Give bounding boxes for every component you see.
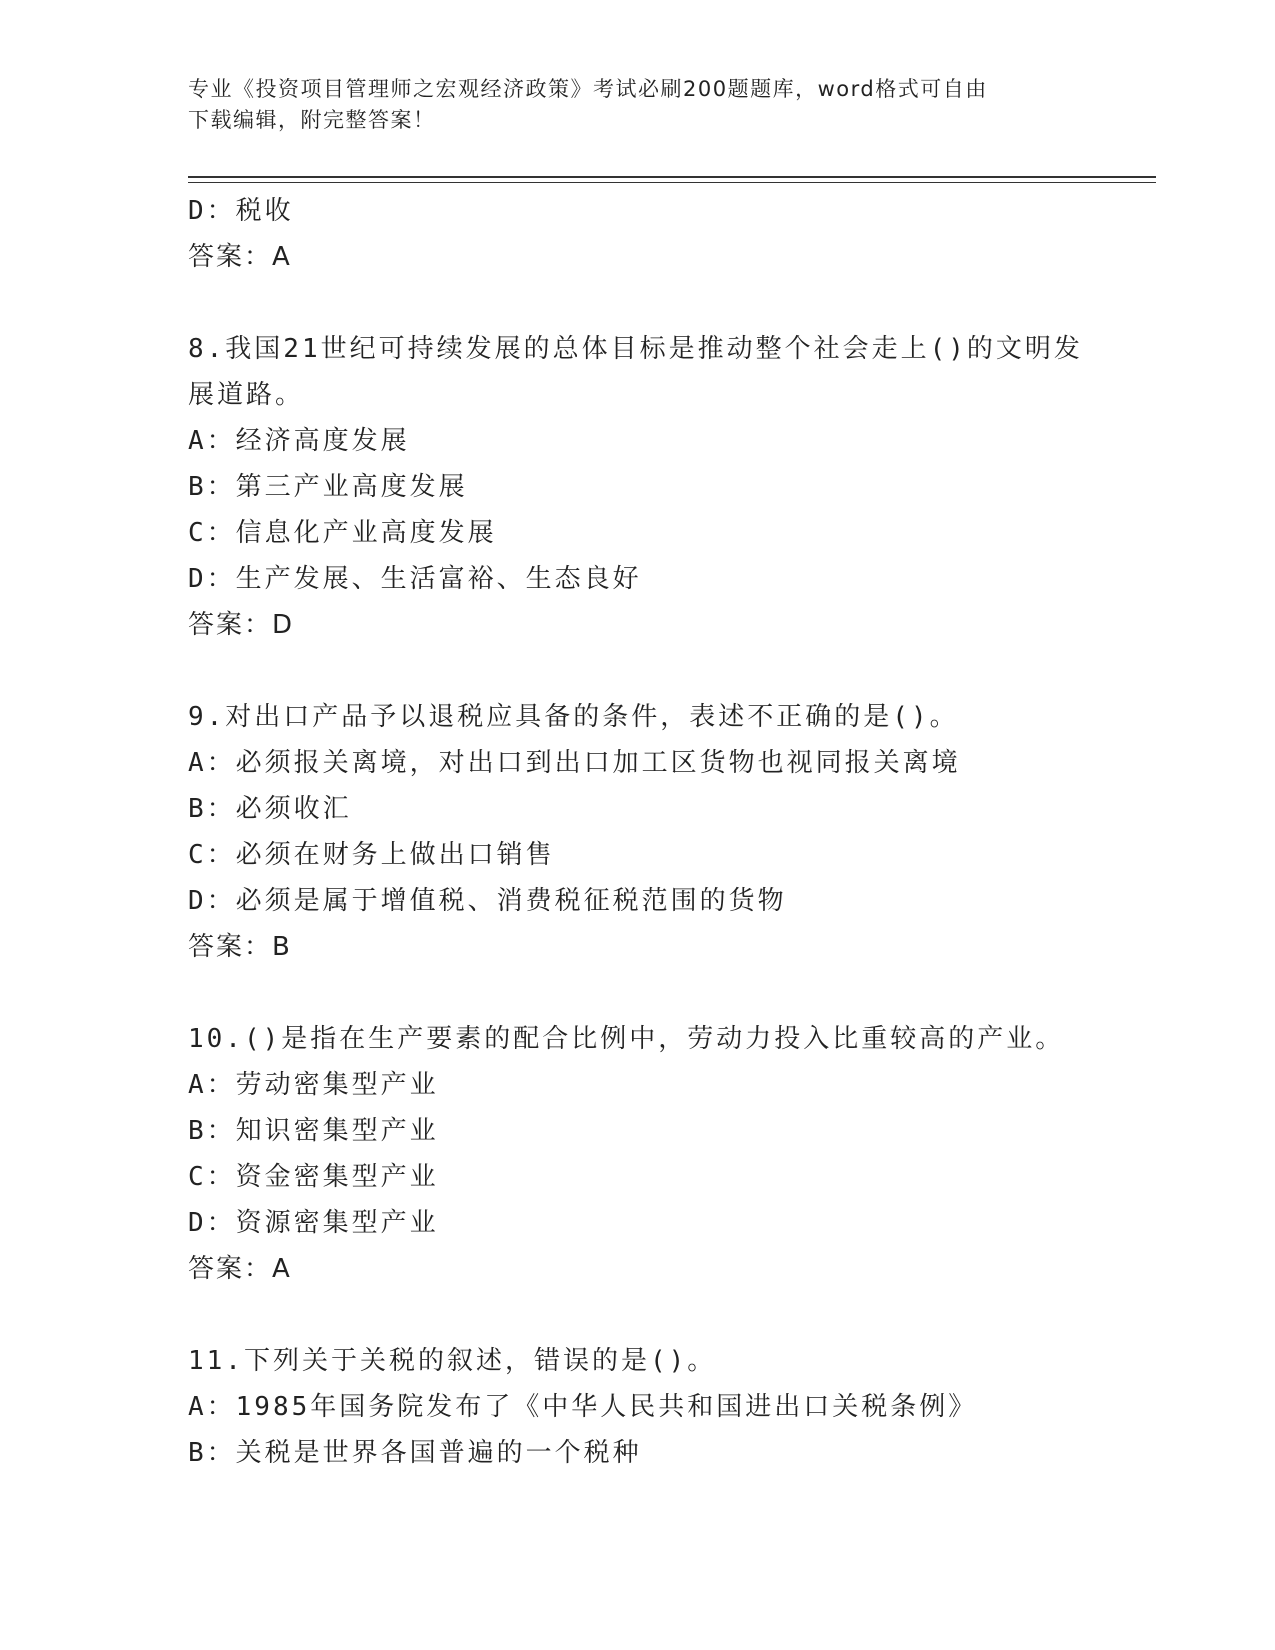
header-rule-thin <box>188 182 1156 183</box>
option-b: B：必须收汇 <box>188 794 352 824</box>
spacer <box>188 1292 1088 1338</box>
header-rule-thick <box>188 176 1156 178</box>
option-c: C：信息化产业高度发展 <box>188 518 497 548</box>
option-d: D：资源密集型产业 <box>188 1208 439 1238</box>
option-a: A：必须报关离境，对出口到出口加工区货物也视同报关离境 <box>188 748 961 778</box>
question-content <box>188 188 1088 1476</box>
header-line-2: 下载编辑，附完整答案！ <box>188 108 436 132</box>
option-d: D：生产发展、生活富裕、生态良好 <box>188 564 642 594</box>
spacer <box>188 280 1088 326</box>
option-d: D：必须是属于增值税、消费税征税范围的货物 <box>188 886 787 916</box>
option-a: A：1985年国务院发布了《中华人民共和国进出口关税条例》 <box>188 1392 978 1422</box>
answer-line: 答案：D <box>188 610 295 640</box>
option-b: B：第三产业高度发展 <box>188 472 468 502</box>
question-11 <box>188 1338 1088 1476</box>
option-b: B：关税是世界各国普遍的一个税种 <box>188 1438 642 1468</box>
question-stem: 11.下列关于关税的叙述，错误的是()。 <box>188 1346 717 1376</box>
question-stem-continued: 展道路。 <box>188 380 305 410</box>
question-9 <box>188 694 1088 970</box>
spacer <box>188 648 1088 694</box>
question-stem: 8.我国21世纪可持续发展的总体目标是推动整个社会走上()的文明发 <box>188 334 1083 364</box>
option-a: A：劳动密集型产业 <box>188 1070 439 1100</box>
option-c: C：资金密集型产业 <box>188 1162 439 1192</box>
option-c: C：必须在财务上做出口销售 <box>188 840 555 870</box>
answer-line: 答案：A <box>188 1254 292 1284</box>
question-stem: 9.对出口产品予以退税应具备的条件，表述不正确的是()。 <box>188 702 959 732</box>
answer-line: 答案：B <box>188 932 292 962</box>
question-8 <box>188 326 1088 648</box>
document-header <box>188 74 1068 136</box>
option-b: B：知识密集型产业 <box>188 1116 439 1146</box>
option-d: D：税收 <box>188 196 294 226</box>
question-10 <box>188 1016 1088 1292</box>
answer-line: 答案：A <box>188 242 292 272</box>
header-line-1: 专业《投资项目管理师之宏观经济政策》考试必刷200题题库，word格式可自由 <box>188 77 988 101</box>
spacer <box>188 970 1088 1016</box>
question-stem: 10.()是指在生产要素的配合比例中，劳动力投入比重较高的产业。 <box>188 1024 1065 1054</box>
option-a: A：经济高度发展 <box>188 426 410 456</box>
